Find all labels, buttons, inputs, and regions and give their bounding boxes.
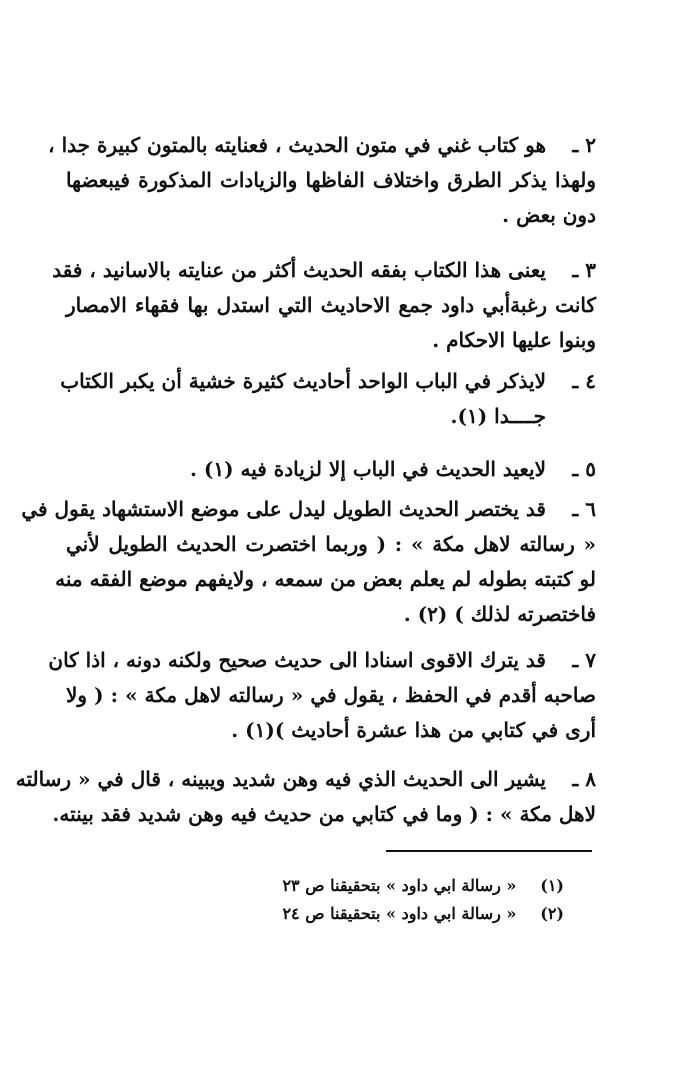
footnote-text: « رسالة ابي داود » بتحقيقنا ص ٢٣ — [282, 876, 517, 895]
list-item — [66, 452, 596, 487]
footnote-text: « رسالة ابي داود » بتحقيقنا ص ٢٤ — [282, 904, 517, 923]
text-line: لاهل مكة » : ( وما في كتابي من حديث فيه وهن شديد فقد بينته. — [52, 802, 596, 826]
item-number: ٤ ـ — [572, 369, 596, 393]
text-line: فاختصرته لذلك ) (٢) . — [403, 602, 596, 626]
footnote-number: (١) — [540, 876, 564, 895]
list-item — [48, 643, 596, 748]
footnotes — [224, 872, 564, 928]
text-line: « رسالته لاهل مكة » : ( وربما اختصرت الحديث الطويل لأني — [66, 532, 596, 556]
footnote — [224, 872, 564, 900]
text-line: جــــدا (١). — [450, 404, 546, 428]
text-line: دون بعض . — [502, 203, 596, 227]
footnote-number: (٢) — [540, 904, 564, 923]
footnote-divider — [386, 850, 592, 852]
item-number: ٣ ـ — [572, 258, 596, 282]
text-line: لايعيد الحديث في الباب إلا لزيادة فيه (١) . — [189, 457, 546, 481]
text-line: يشير الى الحديث الذي فيه وهن شديد ويبينه ، قال في « رسالته — [15, 767, 546, 791]
list-item — [52, 253, 596, 358]
list-item — [60, 364, 596, 434]
text-line: هو كتاب غني في متون الحديث ، فعنايته بالمتون كبيرة جدا ، — [48, 133, 546, 157]
item-number: ٨ ـ — [572, 767, 596, 791]
text-line: وبنوا عليها الاحكام . — [432, 328, 596, 352]
footnote — [224, 900, 564, 928]
text-line: كانت رغبةأبي داود جمع الاحاديث التي استدل بها فقهاء الامصار — [66, 293, 596, 317]
text-line: أرى في كتابي من هذا عشرة أحاديث )(١) . — [231, 718, 596, 742]
list-item — [48, 128, 596, 233]
text-line: قد يختصر الحديث الطويل ليدل على موضع الاستشهاد يقول في — [21, 497, 546, 521]
item-number: ٧ ـ — [572, 648, 596, 672]
text-line: صاحبه أقدم في الحفظ ، يقول في « رسالته لاهل مكة » : ( ولا — [66, 683, 596, 707]
item-number: ٥ ـ — [572, 457, 596, 481]
text-line: لايذكر في الباب الواحد أحاديث كثيرة خشية أن يكبر الكتاب — [60, 369, 546, 393]
item-number: ٦ ـ — [572, 497, 596, 521]
list-item — [21, 492, 596, 632]
item-number: ٢ ـ — [572, 133, 596, 157]
text-line: قد يترك الاقوى اسنادا الى حديث صحيح ولكنه دونه ، اذا كان — [48, 648, 546, 672]
list-item — [15, 762, 596, 832]
text-line: يعنى هذا الكتاب بفقه الحديث أكثر من عنايته بالاسانيد ، فقد — [52, 258, 546, 282]
text-line: لو كتبته بطوله لم يعلم بعض من سمعه ، ولايفهم موضع الفقه منه — [55, 567, 596, 591]
text-line: ولهذا يذكر الطرق واختلاف الفاظها والزيادات المذكورة فيبعضها — [66, 168, 596, 192]
